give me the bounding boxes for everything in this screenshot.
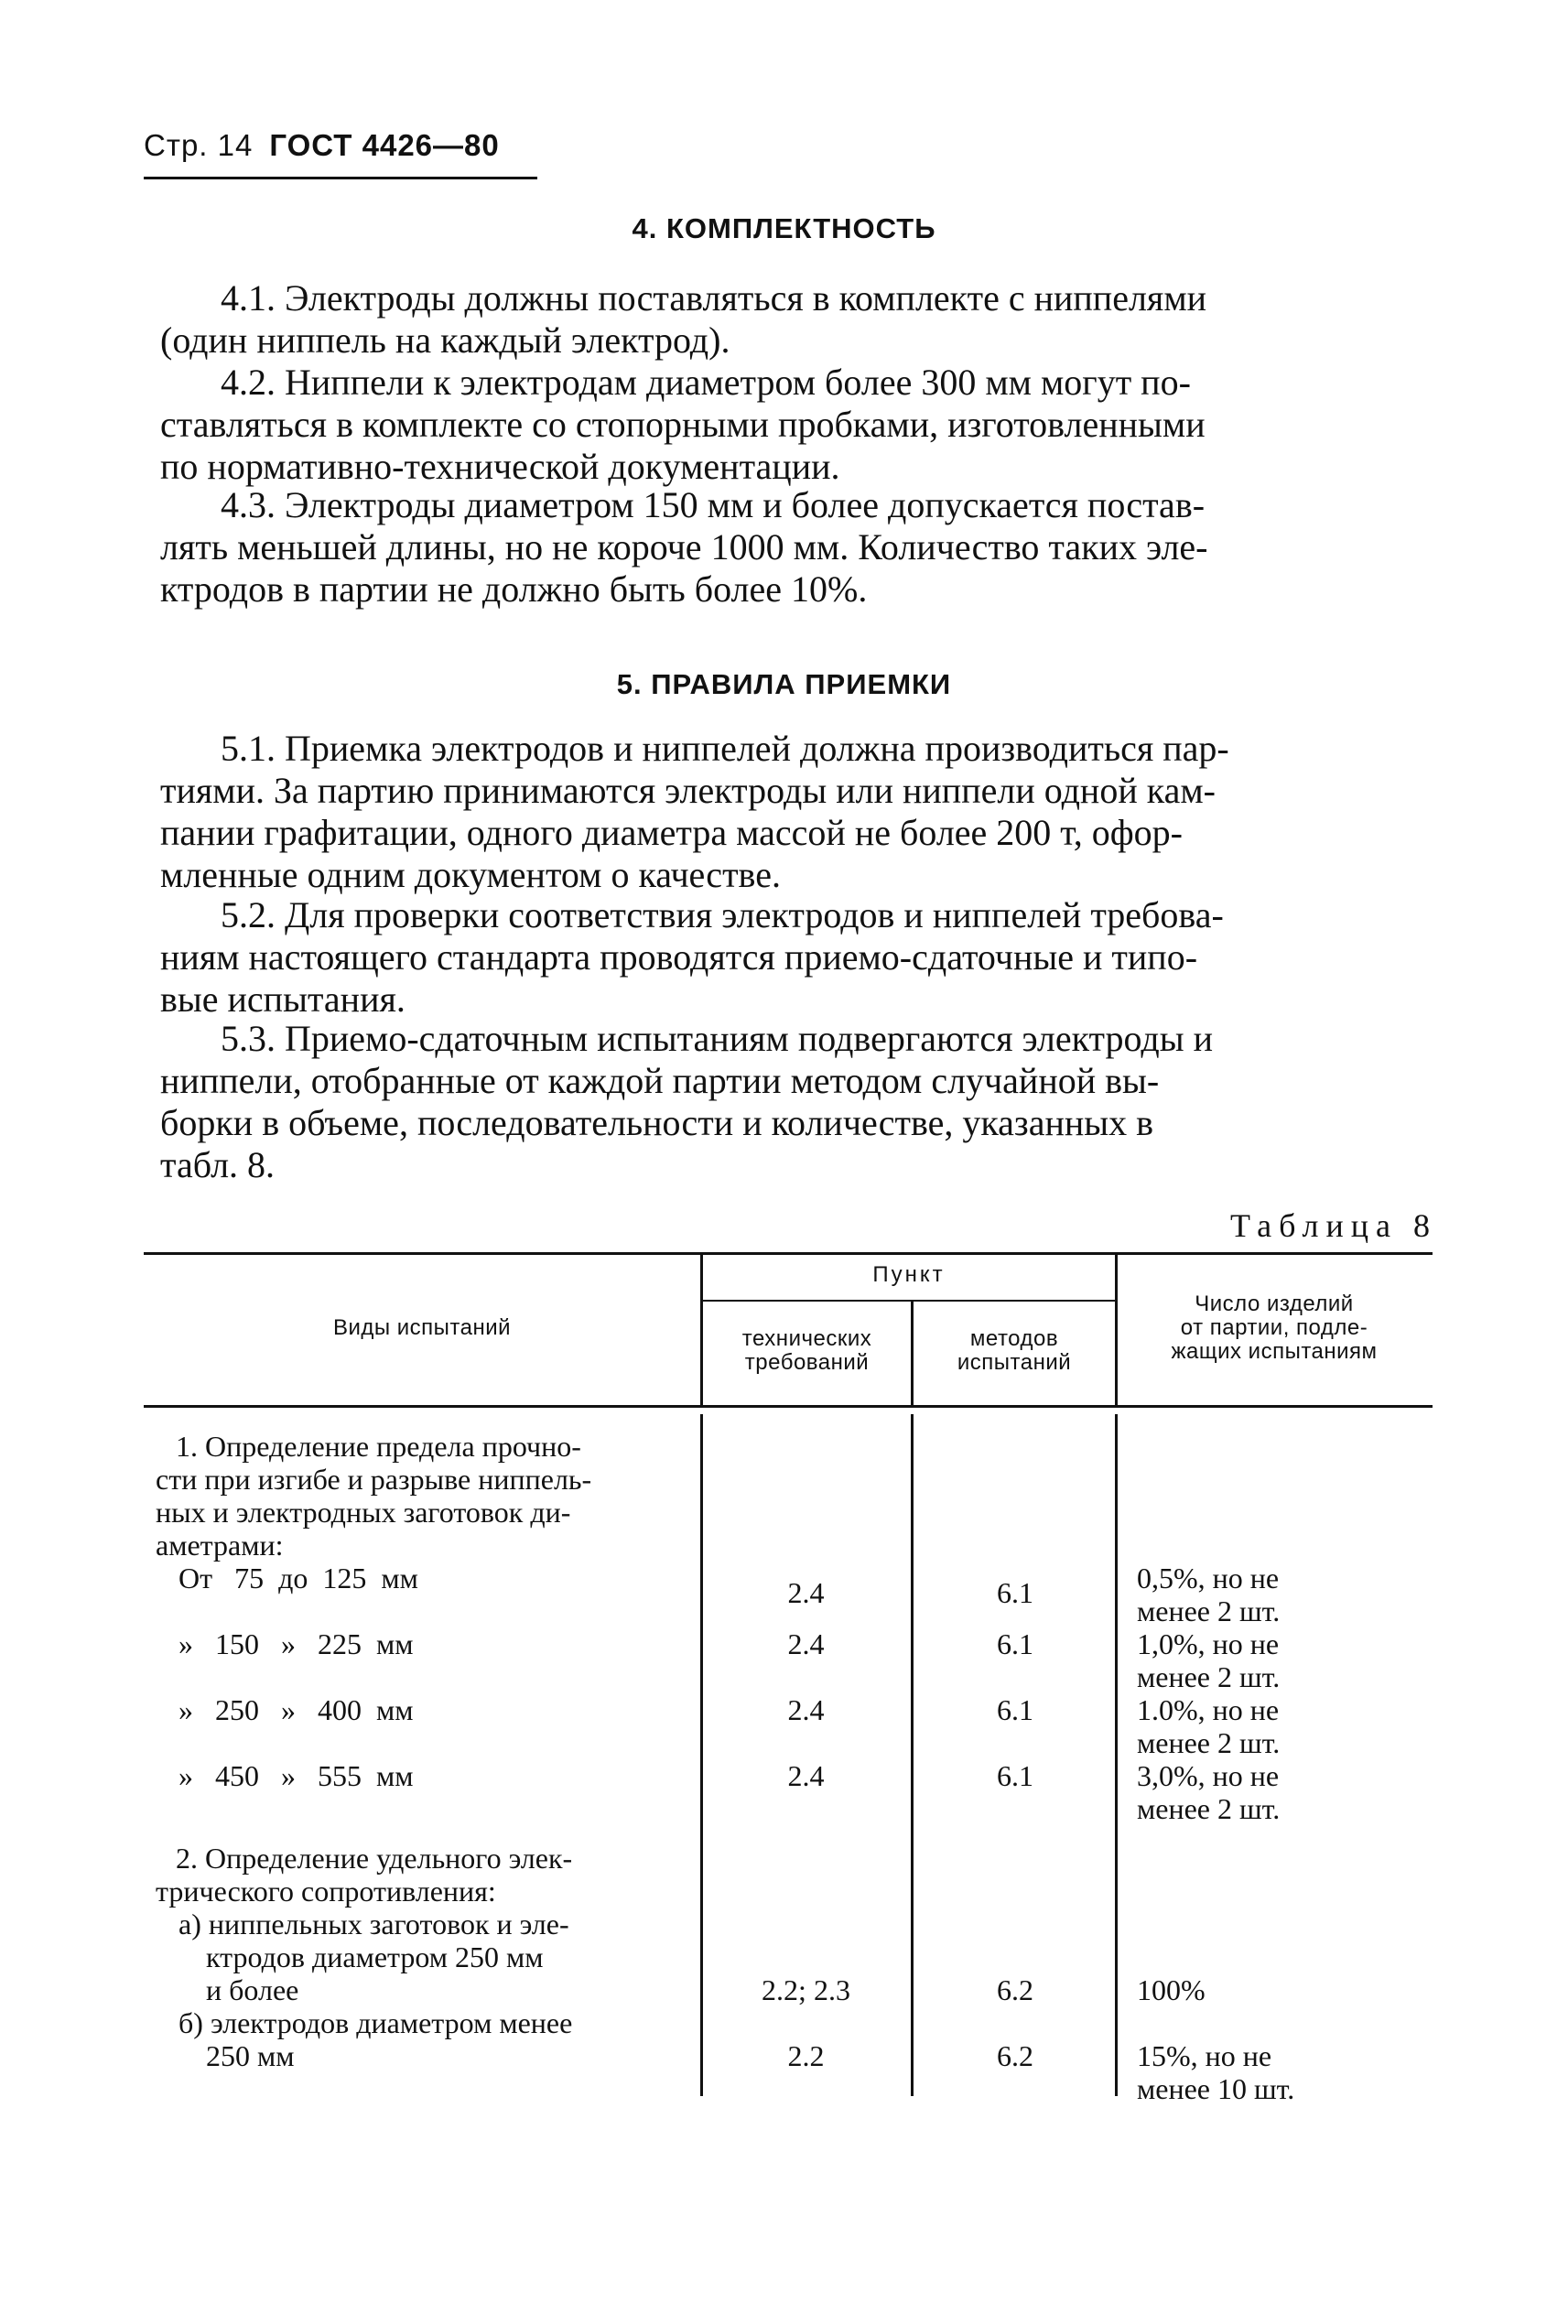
text-line: по нормативно-технической документации. <box>160 446 840 487</box>
method-clause: 6.1 <box>997 1759 1033 1792</box>
header-rule <box>144 177 537 179</box>
row-description: » 450 » 555 мм <box>178 1759 414 1792</box>
text-line: (один ниппель на каждый электрод). <box>160 319 730 361</box>
method-clause: 6.1 <box>997 1693 1033 1726</box>
header-line: требований <box>744 1350 870 1375</box>
sample-count <box>1137 1973 1430 2006</box>
page-number: Стр. 14 <box>144 128 254 162</box>
section-5-title: 5. ПРАВИЛА ПРИЕМКИ <box>616 668 952 700</box>
text-line: 4.1. Электроды должны поставляться в комплекте с ниппелями <box>221 277 1207 319</box>
text-line: 250 мм <box>206 2039 295 2072</box>
paragraph-5-2 <box>160 894 1437 1021</box>
section-4-title: 4. КОМПЛЕКТНОСТЬ <box>632 212 936 244</box>
tech-clause: 2.4 <box>787 1576 825 1609</box>
text-line: а) ниппельных заготовок и эле- <box>178 1908 569 1940</box>
header-bottom-rule <box>144 1405 1433 1408</box>
text-line: 4.3. Электроды диаметром 150 мм и более допускается постав- <box>221 484 1206 525</box>
header-line: технических <box>741 1326 872 1351</box>
text-line: 100% <box>1137 1973 1206 2006</box>
sample-count <box>1137 1562 1430 1627</box>
text-line: вые испытания. <box>160 978 406 1020</box>
header-line: от партии, подле- <box>1180 1315 1368 1340</box>
text-line: 1. Определение предела прочно- <box>176 1430 581 1463</box>
col-header-types: Виды испытаний <box>332 1315 512 1340</box>
text-line: менее 10 шт. <box>1137 2072 1295 2105</box>
text-line: 5.3. Приемо-сдаточным испытаниям подвергаются электроды и <box>221 1018 1213 1059</box>
header-line: испытаний <box>957 1350 1072 1375</box>
text-line: 5.1. Приемка электродов и ниппелей должна производиться пар- <box>221 728 1229 769</box>
text-line: 0,5%, но не <box>1137 1562 1280 1594</box>
text-line: 5.2. Для проверки соответствия электродов и ниппелей требова- <box>221 894 1224 935</box>
text-line: борки в объеме, последовательности и количестве, указанных в <box>160 1102 1154 1143</box>
tech-clause: 2.4 <box>787 1759 825 1792</box>
method-clause: 6.2 <box>997 2039 1033 2072</box>
tech-clause: 2.4 <box>787 1627 825 1660</box>
paragraph-4-1 <box>160 277 1437 362</box>
tech-clause: 2.2 <box>787 2039 825 2072</box>
text-line: 4.2. Ниппели к электродам диаметром более 300 мм могут по- <box>221 362 1191 403</box>
text-line: трического сопротивления: <box>156 1875 496 1908</box>
group-1-description <box>156 1430 682 1562</box>
col-header-punkt: Пункт <box>872 1262 946 1287</box>
text-line: ниппели, отобранные от каждой партии методом случайной вы- <box>160 1060 1160 1101</box>
tech-clause: 2.2; 2.3 <box>762 1973 850 2006</box>
text-line: аметрами: <box>156 1529 284 1562</box>
text-line: пании графитации, одного диаметра массой не более 200 т, офор- <box>160 812 1183 853</box>
text-line: и более <box>206 1973 299 2006</box>
text-line: 1,0%, но не <box>1137 1627 1280 1660</box>
text-line: лять меньшей длины, но не короче 1000 мм. Количество таких эле- <box>160 526 1208 567</box>
text-line: менее 2 шт. <box>1137 1726 1281 1759</box>
text-line: 15%, но не <box>1137 2039 1272 2072</box>
row-description <box>156 1908 705 2006</box>
text-line: 2. Определение удельного элек- <box>176 1842 573 1875</box>
sample-count <box>1137 1693 1430 1759</box>
method-clause: 6.1 <box>997 1576 1033 1609</box>
sample-count <box>1137 1759 1430 1825</box>
text-line: ктродов диаметром 250 мм <box>206 1940 544 1973</box>
text-line: ктродов в партии не должно быть более 10%. <box>160 568 868 610</box>
text-line: ставляться в комплекте со стопорными пробками, изготовленными <box>160 404 1206 445</box>
text-line: тиями. За партию принимаются электроды или ниппели одной кам- <box>160 770 1216 811</box>
punkt-rule <box>703 1300 1115 1302</box>
table-top-rule <box>144 1252 1433 1255</box>
row-description: От 75 до 125 мм <box>178 1562 418 1594</box>
text-line: менее 2 шт. <box>1137 1594 1281 1627</box>
paragraph-4-2 <box>160 362 1437 488</box>
table-caption: Таблица 8 <box>1230 1207 1437 1244</box>
text-line: ных и электродных заготовок ди- <box>156 1496 571 1529</box>
sample-count <box>1137 2039 1430 2105</box>
row-description: » 250 » 400 мм <box>178 1693 414 1726</box>
group-2-description <box>156 1842 682 1908</box>
tech-clause: 2.4 <box>787 1693 825 1726</box>
text-line: 1.0%, но не <box>1137 1693 1280 1726</box>
method-clause: 6.1 <box>997 1627 1033 1660</box>
text-line: мленные одним документом о качестве. <box>160 854 781 895</box>
sample-count <box>1137 1627 1430 1693</box>
text-line: б) электродов диаметром менее <box>178 2006 573 2039</box>
text-line: 3,0%, но не <box>1137 1759 1280 1792</box>
method-clause: 6.2 <box>997 1973 1033 2006</box>
text-line: ниям настоящего стандарта проводятся приемо-сдаточные и типо- <box>160 936 1198 978</box>
text-line: табл. 8. <box>160 1144 276 1185</box>
row-description: » 150 » 225 мм <box>178 1627 414 1660</box>
text-line: сти при изгибе и разрыве ниппель- <box>156 1463 592 1496</box>
text-line: менее 2 шт. <box>1137 1660 1281 1693</box>
col-header-tech <box>703 1327 911 1375</box>
col-header-methods <box>914 1327 1115 1375</box>
header-line: жащих испытаниям <box>1171 1339 1378 1364</box>
page-header <box>144 128 500 163</box>
paragraph-5-3 <box>160 1018 1437 1186</box>
col-divider <box>1115 1254 1118 1406</box>
header-line: методов <box>969 1326 1059 1351</box>
paragraph-5-1 <box>160 728 1437 896</box>
col-header-count <box>1119 1292 1430 1364</box>
standard-number: ГОСТ 4426—80 <box>269 128 500 162</box>
header-line: Число изделий <box>1195 1292 1354 1316</box>
text-line: менее 2 шт. <box>1137 1792 1281 1825</box>
row-description <box>156 2006 705 2072</box>
paragraph-4-3 <box>160 484 1437 611</box>
